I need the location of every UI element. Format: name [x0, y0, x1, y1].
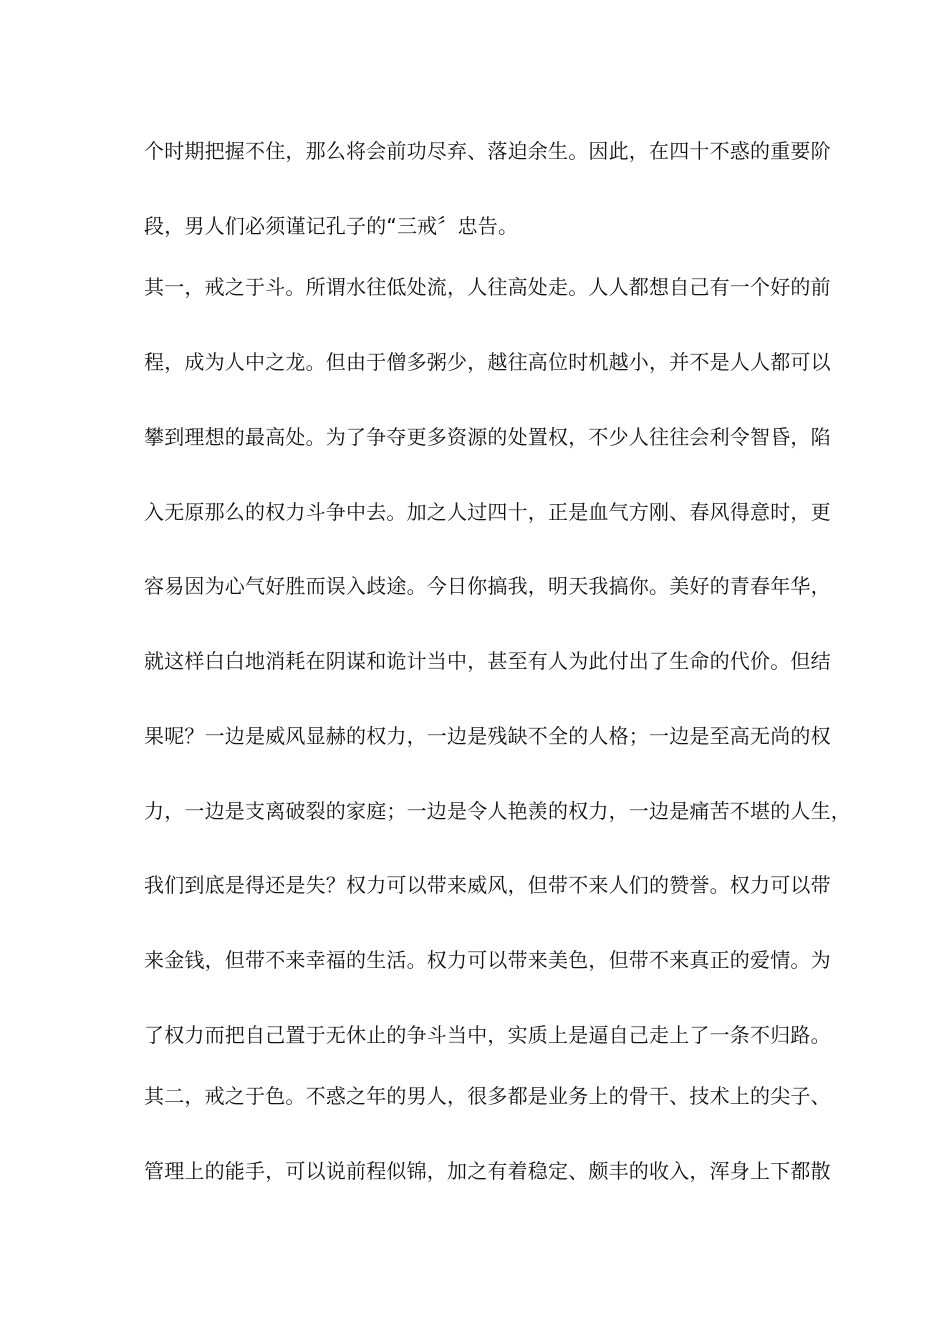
text-line: 了权力而把自己置于无休止的争斗当中，实质上是逼自己走上了一条不归路。: [144, 1023, 831, 1047]
text-line: 其二，戒之于色。不惑之年的男人，很多都是业务上的骨干、技术上的尖子、: [144, 1084, 831, 1108]
text-line: 果呢？一边是威风显赫的权力，一边是残缺不全的人格；一边是至高无尚的权: [144, 724, 831, 748]
text-line: 攀到理想的最高处。为了争夺更多资源的处置权，不少人往往会利令智昏，陷: [144, 425, 831, 449]
text-line: 其一，戒之于斗。所谓水往低处流，人往高处走。人人都想自己有一个好的前: [144, 275, 831, 299]
text-line: 段，男人们必须谨记孔子的“三戒〞忠告。: [144, 214, 519, 238]
text-line: 我们到底是得还是失？权力可以带来威风，但带不来人们的赞誉。权力可以带: [144, 873, 831, 897]
text-line: 容易因为心气好胜而误入歧途。今日你搞我，明天我搞你。美好的青春年华，: [144, 574, 831, 598]
text-line: 来金钱，但带不来幸福的生活。权力可以带来美色，但带不来真正的爱情。为: [144, 948, 831, 972]
text-line: 个时期把握不住，那么将会前功尽弃、落迫余生。因此，在四十不惑的重要阶: [144, 139, 831, 163]
text-line: 管理上的能手，可以说前程似锦，加之有着稳定、颇丰的收入，浑身上下都散: [144, 1159, 831, 1183]
text-line: 程，成为人中之龙。但由于僧多粥少，越往高位时机越小，并不是人人都可以: [144, 350, 831, 374]
text-line: 就这样白白地消耗在阴谋和诡计当中，甚至有人为此付出了生命的代价。但结: [144, 649, 831, 673]
text-line: 入无原那么的权力斗争中去。加之人过四十，正是血气方刚、春风得意时，更: [144, 500, 831, 524]
text-line: 力，一边是支离破裂的家庭；一边是令人艳羡的权力，一边是痛苦不堪的人生，: [144, 799, 851, 823]
